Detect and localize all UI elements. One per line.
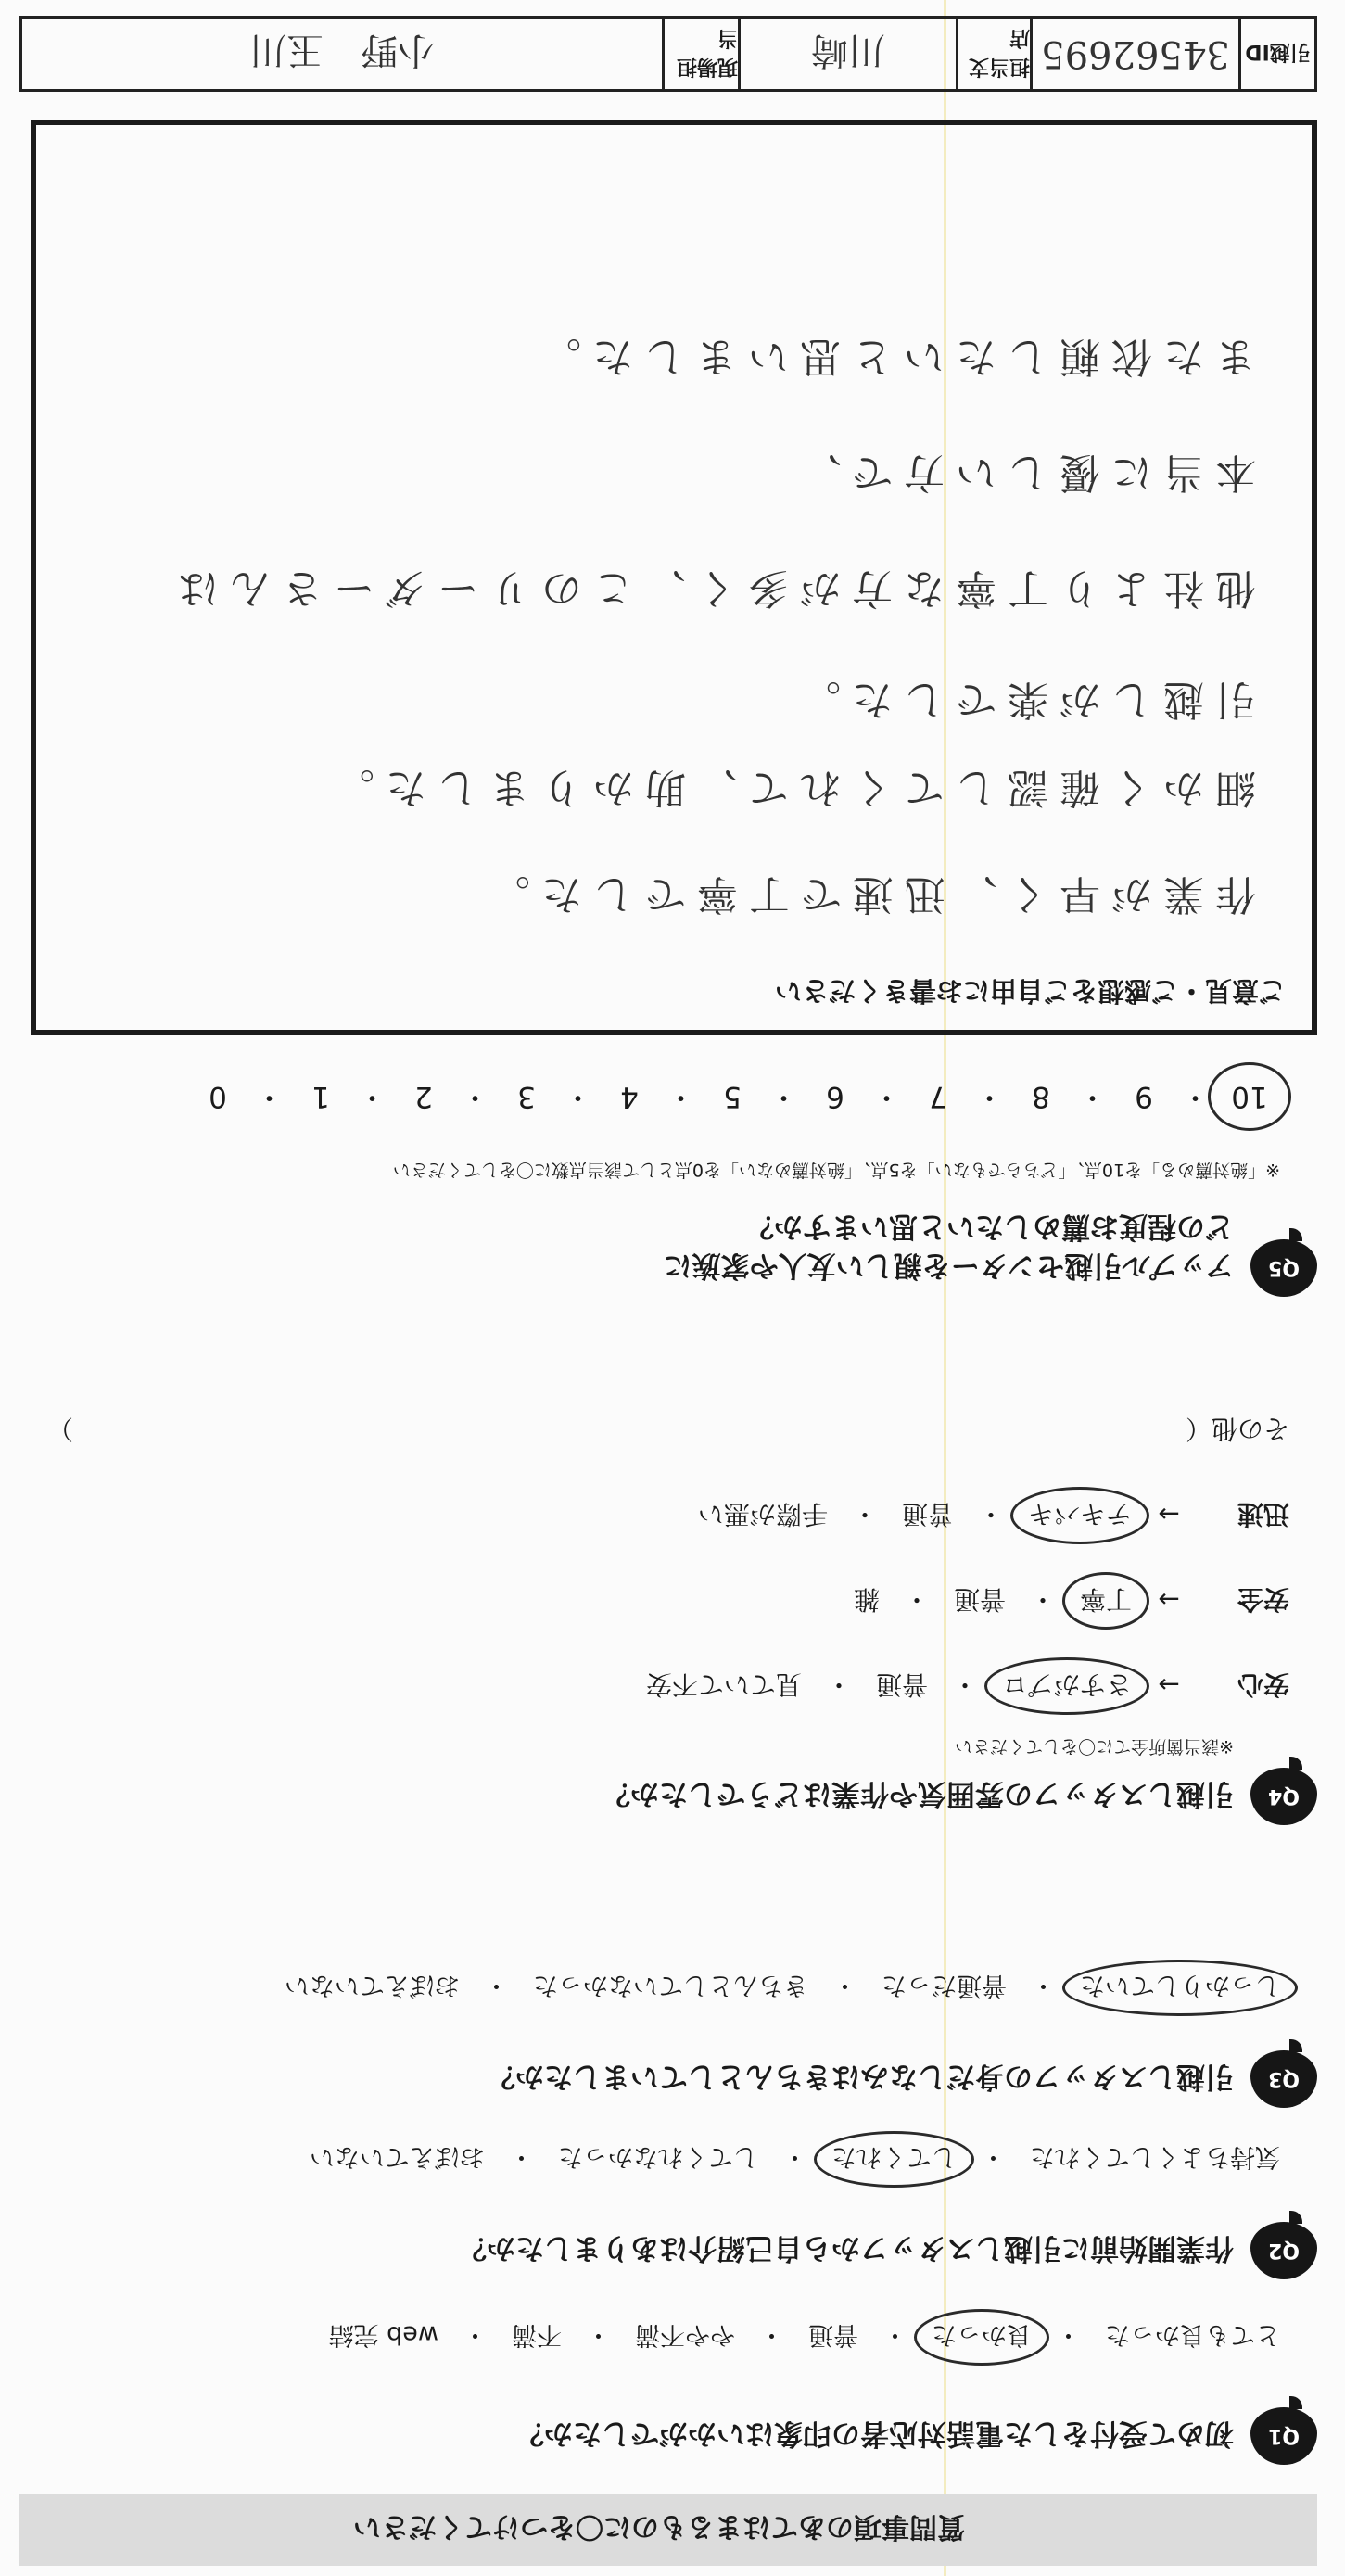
comment-line: 他社より丁寧な方が多く、このリーダーさんは (166, 565, 1256, 612)
q1-text: 初めて受付をした電話対応者の印象はいかがでしたか？ (515, 2417, 1234, 2450)
footer-table (19, 16, 1317, 92)
q5-score[interactable]: 5 (723, 1080, 742, 1113)
q1-badge: Q1 (1250, 2407, 1317, 2465)
q5-score[interactable]: 0 (209, 1080, 227, 1113)
comment-box[interactable] (31, 120, 1317, 1035)
q2-option-selected[interactable]: してくれた (814, 2131, 974, 2188)
q5-score[interactable]: 8 (1032, 1080, 1050, 1113)
q1-option[interactable]: 普通 (808, 2320, 858, 2349)
footer-id-label: 引越ID (1238, 19, 1314, 89)
q5-score-selected[interactable]: 10 (1208, 1062, 1291, 1131)
q5-text-line2: どの程度お薦めしたいと思いますか？ (745, 1210, 1234, 1243)
q4-option-selected[interactable]: テキパキ (1010, 1487, 1149, 1544)
instruction-band (19, 2494, 1317, 2566)
q1-option[interactable]: とても良かった (1105, 2320, 1280, 2349)
comment-line: 引越しが楽でした。 (789, 676, 1256, 723)
q3-badge: Q3 (1250, 2050, 1317, 2108)
q2-badge: Q2 (1250, 2222, 1317, 2279)
q1-option[interactable]: 不満 (512, 2320, 562, 2349)
q4-row-jinsoku: 迅速→テキパキ・普通・手際が悪い (698, 1497, 1289, 1534)
q4-option[interactable]: 普通 (875, 1669, 928, 1700)
footer-leader-value: 小野 玉川 (249, 29, 435, 72)
comment-line: 作業が早く、迅速で丁寧でした。 (477, 870, 1256, 918)
q4-badge: Q4 (1250, 1768, 1317, 1825)
q3-option[interactable]: 普通だった (882, 1971, 1007, 1999)
comment-line: 本当に優しい方で、 (789, 449, 1256, 496)
q4-option-selected[interactable]: 丁寧 (1062, 1572, 1149, 1630)
q3-options: しっかりしていた・普通だった・きちんとしていなかった・おぼえていない (285, 1970, 1280, 2006)
q3-option-selected[interactable]: しっかりしていた (1062, 1960, 1298, 2016)
q5-badge: Q5 (1250, 1239, 1317, 1297)
footer-branch-value: 川崎 (738, 19, 956, 89)
q5-score-scale: 10・9・8・7・6・5・4・3・2・1・0 (199, 1079, 1271, 1121)
q5-score[interactable]: 1 (311, 1080, 330, 1113)
q4-row-label: 安全 (1237, 1584, 1289, 1615)
q2-option[interactable]: してくれなかった (558, 2142, 758, 2171)
comment-line: 細かく確認してくれて、助かりました。 (322, 764, 1256, 811)
q5-score[interactable]: 9 (1135, 1080, 1153, 1113)
instruction-text: 質問事項のあてはまるものに〇をつけてください (353, 2510, 965, 2543)
q2-text: 作業開始前に引越しスタッフから自己紹介はありましたか？ (458, 2231, 1234, 2265)
q5-score[interactable]: 3 (517, 1080, 536, 1113)
q1-option[interactable]: web 完結 (328, 2320, 438, 2349)
q4-option[interactable]: 雑 (853, 1584, 880, 1615)
footer-leader-label: 現場担当 (662, 19, 738, 89)
q5-note: ※「絶対薦める」を10点、「どちらでもない」を5点、「絶対薦めない」を0点として該当点数に〇をしてください (392, 1160, 1280, 1180)
q4-text: 引越しスタッフの雰囲気や作業はどうでしたか？ (602, 1777, 1234, 1810)
q5-score[interactable]: 7 (929, 1080, 947, 1113)
q5-score[interactable]: 4 (620, 1080, 639, 1113)
q3-text: 引越しスタッフの身だしなみはきちんとしていましたか？ (487, 2060, 1234, 2093)
q2-option[interactable]: 気持ちよくしてくれた (1030, 2142, 1280, 2171)
q4-option[interactable]: 見ていて不安 (645, 1669, 802, 1700)
q2-option[interactable]: おぼえていない (310, 2142, 485, 2171)
q4-row-label: 迅速 (1237, 1499, 1289, 1529)
q4-other-label: その他（ (1185, 1414, 1289, 1444)
q4-row-label: 安心 (1237, 1669, 1289, 1700)
q2-options: 気持ちよくしてくれた・してくれた・してくれなかった・おぼえていない (310, 2141, 1280, 2177)
q5-score[interactable]: 6 (826, 1080, 844, 1113)
comment-title: ご意見・ご感想をご自由にお書きください (774, 975, 1286, 1007)
q1-options: とても良かった・良かった・普通・やや不満・不満・web 完結 (329, 2319, 1280, 2355)
q1-option[interactable]: やや不満 (635, 2320, 735, 2349)
q4-option[interactable]: 手際が悪い (697, 1499, 828, 1529)
q3-option[interactable]: おぼえていない (285, 1971, 460, 1999)
q1-option-selected[interactable]: 良かった (914, 2309, 1049, 2366)
q4-note: ※該当箇所全てに〇をしてください (955, 1736, 1234, 1757)
q5-score[interactable]: 2 (414, 1080, 433, 1113)
comment-line: また依頼したいと思いました。 (529, 333, 1256, 380)
q4-row-other (47, 1412, 1289, 1449)
q3-option[interactable]: きちんとしていなかった (533, 1971, 808, 1999)
q4-option[interactable]: 普通 (953, 1584, 1006, 1615)
q4-option[interactable]: 普通 (901, 1499, 954, 1529)
q4-row-anshin: 安心→さすがプロ・普通・見ていて不安 (646, 1668, 1289, 1705)
q4-other-close: ） (47, 1414, 74, 1444)
q4-row-anzen: 安全→丁寧・普通・雑 (854, 1582, 1289, 1619)
footer-branch-label: 担当支店 (956, 19, 1030, 89)
footer-id-value: 34562695 (1030, 19, 1238, 89)
q5-text-line1: アップル引越センターを親しい友人や家族に (663, 1249, 1234, 1282)
q4-option-selected[interactable]: さすがプロ (984, 1657, 1149, 1715)
